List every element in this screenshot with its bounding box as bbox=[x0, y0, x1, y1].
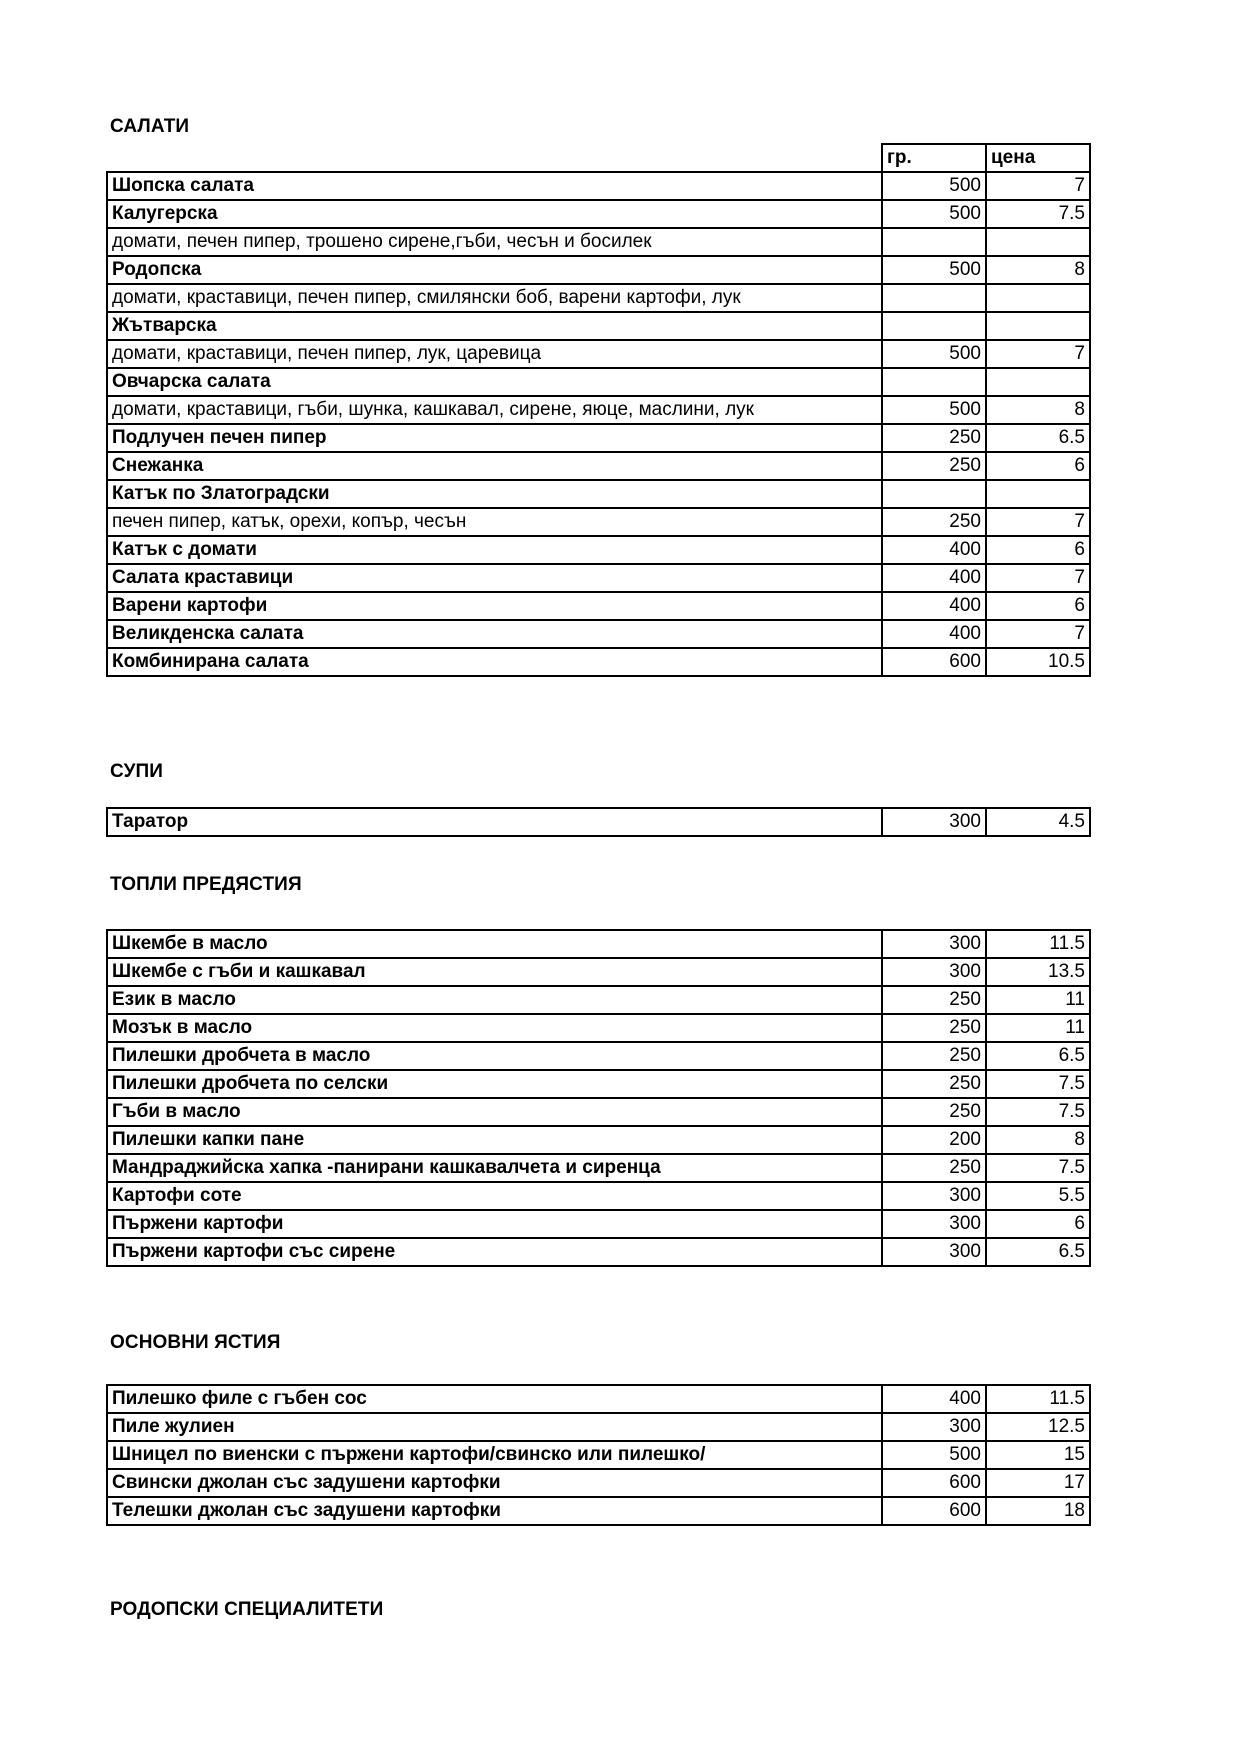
dish-description: печен пипер, катък, орехи, копър, чесън bbox=[107, 508, 882, 536]
dish-name: Свински джолан със задушени картофки bbox=[107, 1469, 882, 1497]
menu-item-row bbox=[107, 1126, 1090, 1154]
dish-grams: 500 bbox=[882, 396, 986, 424]
dish-price: 7.5 bbox=[986, 1154, 1090, 1182]
dish-grams: 500 bbox=[882, 256, 986, 284]
menu-item-row bbox=[107, 172, 1090, 200]
dish-name: Великденска салата bbox=[107, 620, 882, 648]
dish-price bbox=[986, 228, 1090, 256]
dish-grams: 500 bbox=[882, 200, 986, 228]
dish-grams: 250 bbox=[882, 452, 986, 480]
menu-item-row bbox=[107, 564, 1090, 592]
dish-price: 7.5 bbox=[986, 1070, 1090, 1098]
dish-name: Гъби в масло bbox=[107, 1098, 882, 1126]
section-title-salads: САЛАТИ bbox=[110, 116, 190, 137]
column-header-grams: гр. bbox=[882, 144, 986, 172]
dish-grams bbox=[882, 228, 986, 256]
dish-name: Варени картофи bbox=[107, 592, 882, 620]
dish-grams: 600 bbox=[882, 1497, 986, 1525]
dish-name: Език в масло bbox=[107, 986, 882, 1014]
dish-grams: 250 bbox=[882, 508, 986, 536]
dish-grams: 300 bbox=[882, 930, 986, 958]
menu-item-row bbox=[107, 480, 1090, 508]
menu-item-row bbox=[107, 1441, 1090, 1469]
menu-item-row bbox=[107, 1098, 1090, 1126]
dish-name: Жътварска bbox=[107, 312, 882, 340]
dish-name: Калугерска bbox=[107, 200, 882, 228]
dish-grams: 250 bbox=[882, 1014, 986, 1042]
table-header-row bbox=[107, 144, 1090, 172]
dish-name: Пържени картофи със сирене bbox=[107, 1238, 882, 1266]
hot-appetizers-table bbox=[106, 929, 1091, 1267]
dish-name: Шопска салата bbox=[107, 172, 882, 200]
dish-price: 7 bbox=[986, 340, 1090, 368]
dish-price: 11.5 bbox=[986, 930, 1090, 958]
dish-price: 5.5 bbox=[986, 1182, 1090, 1210]
dish-grams: 400 bbox=[882, 620, 986, 648]
dish-price: 7 bbox=[986, 172, 1090, 200]
dish-name: Шницел по виенски с пържени картофи/свинско или пилешко/ bbox=[107, 1441, 882, 1469]
dish-name: Комбинирана салата bbox=[107, 648, 882, 676]
menu-item-row bbox=[107, 1154, 1090, 1182]
dish-price bbox=[986, 284, 1090, 312]
dish-description: домати, краставици, гъби, шунка, кашкавал, сирене, яюце, маслини, лук bbox=[107, 396, 882, 424]
section-title-hot-appetizers: ТОПЛИ ПРЕДЯСТИЯ bbox=[110, 874, 302, 895]
menu-item-row bbox=[107, 424, 1090, 452]
column-header-price: цена bbox=[986, 144, 1090, 172]
dish-description: домати, краставици, печен пипер, смилянски боб, варени картофи, лук bbox=[107, 284, 882, 312]
dish-name: Катък по Златоградски bbox=[107, 480, 882, 508]
dish-price: 7 bbox=[986, 620, 1090, 648]
menu-item-description-row bbox=[107, 396, 1090, 424]
menu-item-row bbox=[107, 620, 1090, 648]
dish-price: 15 bbox=[986, 1441, 1090, 1469]
dish-grams bbox=[882, 312, 986, 340]
menu-item-row bbox=[107, 930, 1090, 958]
main-dishes-table bbox=[106, 1384, 1091, 1526]
dish-name: Пържени картофи bbox=[107, 1210, 882, 1238]
dish-name: Овчарска салата bbox=[107, 368, 882, 396]
dish-grams: 250 bbox=[882, 1154, 986, 1182]
menu-item-description-row bbox=[107, 284, 1090, 312]
dish-grams: 300 bbox=[882, 1182, 986, 1210]
dish-grams: 300 bbox=[882, 1210, 986, 1238]
dish-price: 7 bbox=[986, 508, 1090, 536]
dish-name: Шкембе с гъби и кашкавал bbox=[107, 958, 882, 986]
dish-name: Пилешки дробчета в масло bbox=[107, 1042, 882, 1070]
dish-price: 11.5 bbox=[986, 1385, 1090, 1413]
menu-item-row bbox=[107, 1210, 1090, 1238]
dish-name: Салата краставици bbox=[107, 564, 882, 592]
dish-price: 12.5 bbox=[986, 1413, 1090, 1441]
dish-grams: 250 bbox=[882, 424, 986, 452]
dish-price: 11 bbox=[986, 1014, 1090, 1042]
dish-price: 8 bbox=[986, 256, 1090, 284]
dish-price: 8 bbox=[986, 396, 1090, 424]
dish-grams: 400 bbox=[882, 536, 986, 564]
dish-grams: 400 bbox=[882, 1385, 986, 1413]
dish-description: домати, краставици, печен пипер, лук, царевица bbox=[107, 340, 882, 368]
menu-item-row bbox=[107, 536, 1090, 564]
dish-price: 7.5 bbox=[986, 200, 1090, 228]
menu-item-row bbox=[107, 256, 1090, 284]
menu-item-row bbox=[107, 1238, 1090, 1266]
dish-price: 6.5 bbox=[986, 424, 1090, 452]
dish-name: Подлучен печен пипер bbox=[107, 424, 882, 452]
menu-item-row bbox=[107, 1070, 1090, 1098]
menu-item-description-row bbox=[107, 228, 1090, 256]
dish-price: 17 bbox=[986, 1469, 1090, 1497]
dish-name: Шкембе в масло bbox=[107, 930, 882, 958]
dish-name: Таратор bbox=[107, 808, 882, 836]
dish-grams: 400 bbox=[882, 592, 986, 620]
dish-price: 6 bbox=[986, 452, 1090, 480]
dish-grams: 600 bbox=[882, 648, 986, 676]
dish-name: Пиле жулиен bbox=[107, 1413, 882, 1441]
dish-grams bbox=[882, 480, 986, 508]
dish-name: Мандраджийска хапка -панирани кашкавалчета и сиренца bbox=[107, 1154, 882, 1182]
dish-price bbox=[986, 312, 1090, 340]
menu-item-row bbox=[107, 1042, 1090, 1070]
menu-item-row bbox=[107, 1497, 1090, 1525]
dish-name: Телешки джолан със задушени картофки bbox=[107, 1497, 882, 1525]
dish-grams: 250 bbox=[882, 986, 986, 1014]
dish-grams bbox=[882, 368, 986, 396]
salads-table bbox=[106, 143, 1091, 677]
dish-grams: 300 bbox=[882, 808, 986, 836]
dish-grams: 200 bbox=[882, 1126, 986, 1154]
menu-item-row bbox=[107, 808, 1090, 836]
dish-price: 8 bbox=[986, 1126, 1090, 1154]
dish-grams: 300 bbox=[882, 1413, 986, 1441]
dish-price: 6.5 bbox=[986, 1238, 1090, 1266]
menu-item-row bbox=[107, 1014, 1090, 1042]
menu-item-row bbox=[107, 1385, 1090, 1413]
dish-grams: 300 bbox=[882, 1238, 986, 1266]
dish-price: 6 bbox=[986, 592, 1090, 620]
dish-price: 6.5 bbox=[986, 1042, 1090, 1070]
menu-item-row bbox=[107, 368, 1090, 396]
dish-price: 13.5 bbox=[986, 958, 1090, 986]
menu-item-description-row bbox=[107, 340, 1090, 368]
menu-item-row bbox=[107, 452, 1090, 480]
dish-grams: 250 bbox=[882, 1070, 986, 1098]
menu-item-description-row bbox=[107, 508, 1090, 536]
menu-item-row bbox=[107, 958, 1090, 986]
dish-grams: 500 bbox=[882, 172, 986, 200]
soups-table bbox=[106, 807, 1091, 837]
dish-name: Мозък в масло bbox=[107, 1014, 882, 1042]
menu-item-row bbox=[107, 986, 1090, 1014]
dish-name: Пилешки дробчета по селски bbox=[107, 1070, 882, 1098]
dish-price: 7.5 bbox=[986, 1098, 1090, 1126]
dish-grams: 250 bbox=[882, 1098, 986, 1126]
header-blank-cell bbox=[107, 144, 882, 172]
menu-item-row bbox=[107, 1413, 1090, 1441]
dish-grams: 400 bbox=[882, 564, 986, 592]
menu-item-row bbox=[107, 312, 1090, 340]
section-title-rhodope-specialties: РОДОПСКИ СПЕЦИАЛИТЕТИ bbox=[110, 1599, 384, 1620]
menu-item-row bbox=[107, 1469, 1090, 1497]
dish-grams: 500 bbox=[882, 1441, 986, 1469]
dish-price: 4.5 bbox=[986, 808, 1090, 836]
dish-grams: 250 bbox=[882, 1042, 986, 1070]
dish-price: 10.5 bbox=[986, 648, 1090, 676]
menu-item-row bbox=[107, 592, 1090, 620]
dish-price bbox=[986, 480, 1090, 508]
dish-grams bbox=[882, 284, 986, 312]
dish-price: 6 bbox=[986, 536, 1090, 564]
dish-name: Картофи соте bbox=[107, 1182, 882, 1210]
menu-item-row bbox=[107, 200, 1090, 228]
dish-grams: 500 bbox=[882, 340, 986, 368]
dish-name: Пилешки капки пане bbox=[107, 1126, 882, 1154]
dish-price: 11 bbox=[986, 986, 1090, 1014]
dish-price: 7 bbox=[986, 564, 1090, 592]
section-title-soups: СУПИ bbox=[110, 761, 164, 782]
dish-grams: 300 bbox=[882, 958, 986, 986]
dish-name: Пилешко филе с гъбен сос bbox=[107, 1385, 882, 1413]
dish-name: Снежанка bbox=[107, 452, 882, 480]
menu-item-row bbox=[107, 1182, 1090, 1210]
dish-grams: 600 bbox=[882, 1469, 986, 1497]
dish-price bbox=[986, 368, 1090, 396]
dish-price: 18 bbox=[986, 1497, 1090, 1525]
section-title-main-dishes: ОСНОВНИ ЯСТИЯ bbox=[110, 1332, 281, 1353]
dish-description: домати, печен пипер, трошено сирене,гъби, чесън и босилек bbox=[107, 228, 882, 256]
menu-item-row bbox=[107, 648, 1090, 676]
dish-name: Родопска bbox=[107, 256, 882, 284]
dish-name: Катък с домати bbox=[107, 536, 882, 564]
dish-price: 6 bbox=[986, 1210, 1090, 1238]
